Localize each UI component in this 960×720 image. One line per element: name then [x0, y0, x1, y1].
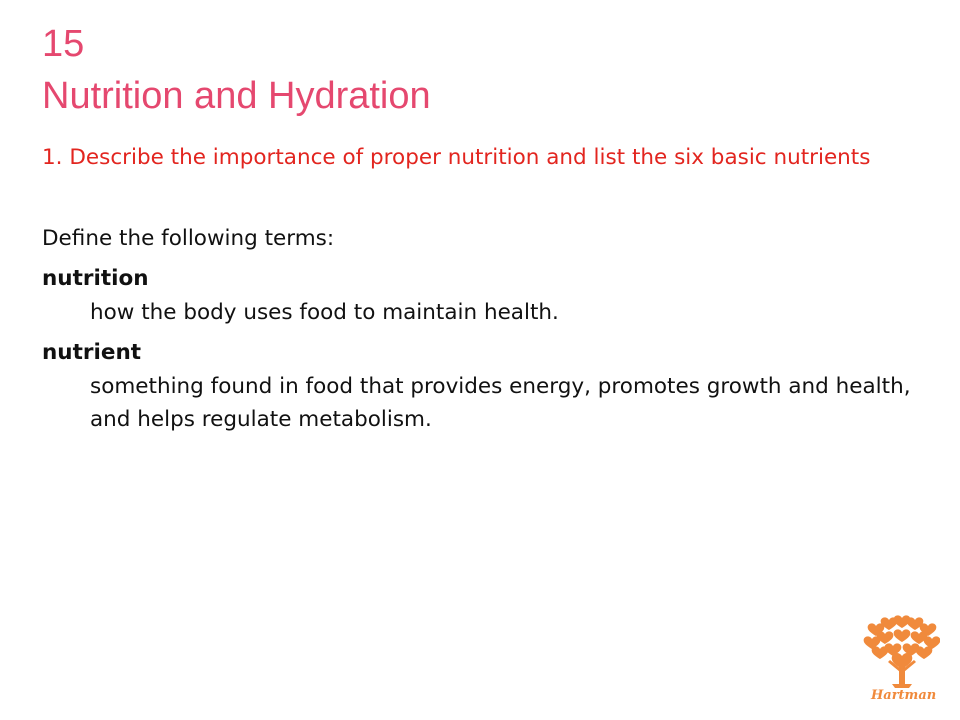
learning-objective: 1. Describe the importance of proper nutrition and list the six basic nutrients: [42, 145, 871, 170]
definition-nutrition: how the body uses food to maintain health.: [90, 300, 559, 325]
term-nutrient: nutrient: [42, 340, 142, 365]
intro-text: Define the following terms:: [42, 226, 335, 251]
chapter-number: 15: [42, 23, 85, 65]
term-nutrition: nutrition: [42, 266, 149, 291]
slide-body: [42, 222, 912, 442]
definition-nutrient: something found in food that provides energy, promotes growth and health, and helps regulate metabolism.: [90, 374, 911, 432]
logo-wordmark: Hartman: [871, 688, 937, 703]
heart-tree-icon: [862, 612, 940, 690]
chapter-title: Nutrition and Hydration: [42, 75, 431, 117]
